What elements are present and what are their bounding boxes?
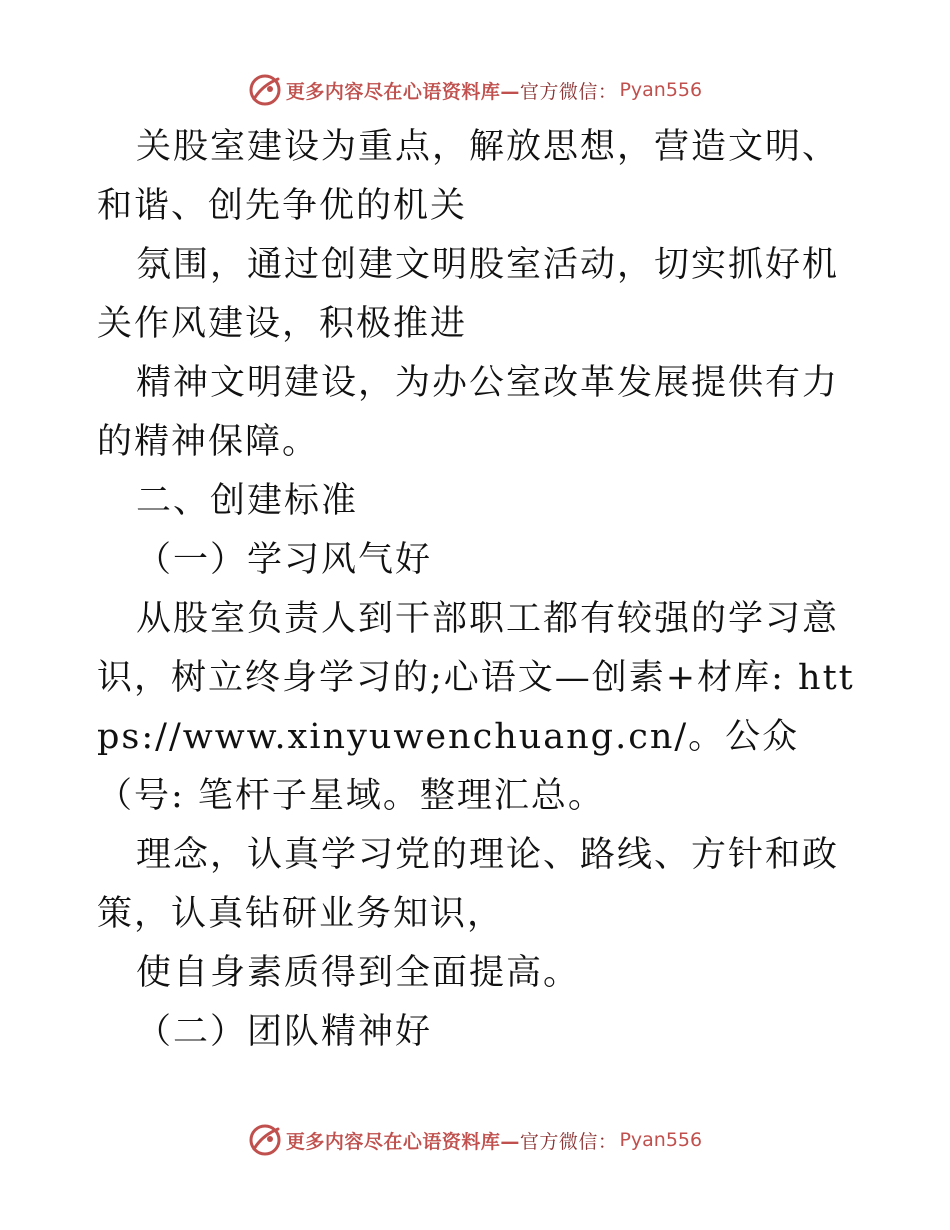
paragraph-3: 精神文明建设，为办公室改革发展提供有力的精神保障。: [97, 363, 840, 462]
header-watermark-banner: [0, 72, 950, 108]
footer-watermark-banner: [0, 1122, 950, 1158]
paragraph-6: 使自身素质得到全面提高。: [136, 953, 581, 993]
document-body: [97, 118, 857, 1062]
banner-wechat-id: Pyan556: [619, 1129, 703, 1151]
section-heading-2: 二、创建标准: [136, 481, 359, 521]
banner-main-text: 更多内容尽在心语资料库—: [285, 1130, 520, 1153]
subheading-2: （二）团队精神好: [136, 1012, 433, 1052]
banner-wechat-id: Pyan556: [619, 79, 703, 101]
paragraph-5: 理念，认真学习党的理论、路线、方针和政策，认真钻研业务知识，: [97, 835, 840, 934]
paragraph-4: 从股室负责人到干部职工都有较强的学习意识，树立终身学习的;心语文—创素+材库: https://www.xinyuwenchuang.cn/。公众（号: 笔杆子星域。整理汇总。: [97, 599, 855, 816]
banner-wechat-label: 官方微信：: [519, 1130, 618, 1153]
banner-wechat-label: 官方微信：: [519, 80, 618, 103]
banner-main-text: 更多内容尽在心语资料库—: [285, 80, 520, 103]
brush-logo-icon: [248, 1123, 282, 1157]
paragraph-1: 关股室建设为重点，解放思想，营造文明、和谐、创先争优的机关: [97, 127, 840, 226]
subheading-1: （一）学习风气好: [136, 540, 433, 580]
paragraph-2: 氛围，通过创建文明股室活动，切实抓好机关作风建设，积极推进: [97, 245, 840, 344]
brush-logo-icon: [248, 73, 282, 107]
